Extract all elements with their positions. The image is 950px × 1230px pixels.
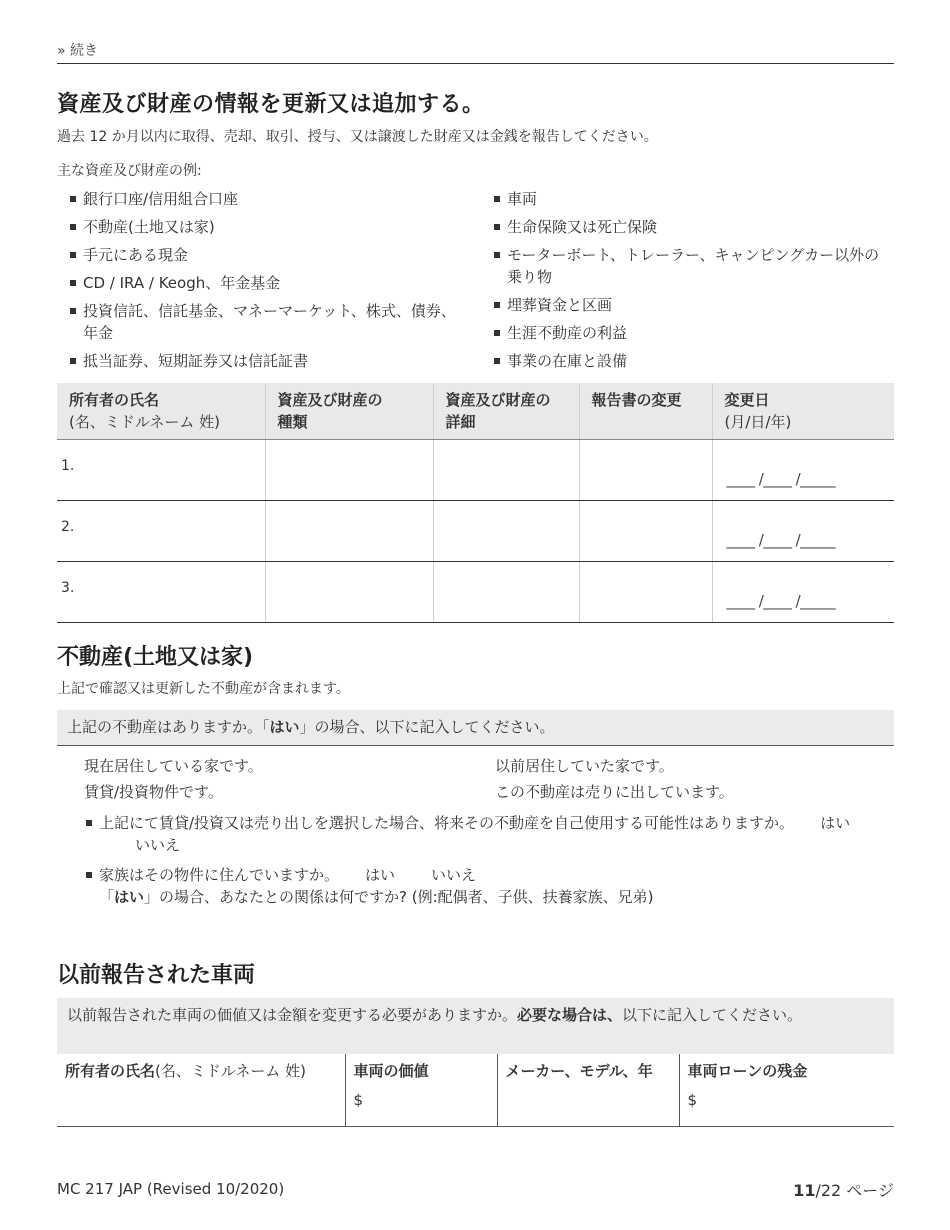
option-former-home[interactable]: 以前居住していた家です。 — [495, 757, 674, 775]
page-number: 11/22 ページ — [793, 1181, 894, 1200]
type-cell[interactable] — [265, 440, 433, 501]
vehicles-table — [57, 1054, 894, 1127]
currency-symbol: $ — [687, 1091, 698, 1109]
detail-cell[interactable] — [433, 440, 579, 501]
change-cell[interactable] — [579, 562, 712, 623]
col-detail-header: 資産及び財産の 詳細 — [433, 383, 579, 440]
table-row — [57, 1054, 894, 1126]
date-blank: ____ /____ /_____ — [726, 531, 836, 549]
yes-option[interactable]: はい — [365, 866, 396, 884]
type-cell[interactable] — [265, 501, 433, 562]
list-item: 生命保険又は死亡保険 — [493, 216, 893, 238]
option-rental-investment[interactable]: 賃貸/投資物件です。 — [84, 783, 223, 801]
vehicles-question-bar: 以前報告された車両の価値又は金額を変更する必要がありますか。必要な場合は、以下に記入してください。 — [57, 998, 894, 1054]
change-cell[interactable] — [579, 501, 712, 562]
top-rule — [57, 63, 894, 64]
detail-cell[interactable] — [433, 501, 579, 562]
realestate-note: 上記で確認又は更新した不動産が含まれます。 — [57, 681, 350, 697]
vehicles-section-title: 以前報告された車両 — [57, 963, 256, 988]
change-cell[interactable] — [579, 440, 712, 501]
owner-cell[interactable]: 2. — [57, 501, 265, 562]
vehicle-value-cell[interactable]: 車両の価値 $ — [345, 1054, 497, 1126]
type-cell[interactable] — [265, 562, 433, 623]
realestate-question-bar: 上記の不動産はありますか。「はい」の場合、以下に記入してください。 — [57, 710, 894, 746]
question-future-use: 上記にて賃貸/投資又は売り出しを選択した場合、将来その不動産を自己使用する可能性はありますか。 はいいいえ — [85, 812, 885, 856]
col-date-header: 変更日 (月/日/年) — [712, 383, 894, 440]
list-item: 手元にある現金 — [69, 244, 469, 266]
assets-section-title: 資産及び財産の情報を更新又は追加する。 — [57, 92, 485, 117]
list-item: 事業の在庫と設備 — [493, 350, 893, 372]
no-option[interactable]: いいえ — [135, 836, 181, 854]
col-owner-header: 所有者の氏名 (名、ミドルネーム 姓) — [57, 383, 265, 440]
table-row — [57, 501, 894, 562]
assets-table — [57, 383, 894, 623]
date-cell[interactable] — [712, 501, 894, 562]
currency-symbol: $ — [353, 1091, 364, 1109]
relationship-question: 「はい」の場合、あなたとの関係は何ですか? (例:配偶者、子供、扶養家族、兄弟) — [99, 888, 654, 906]
owner-cell[interactable]: 1. — [57, 440, 265, 501]
realestate-questions — [85, 812, 885, 916]
date-blank: ____ /____ /_____ — [726, 592, 836, 610]
realestate-section-title: 不動産(土地又は家) — [57, 645, 254, 670]
question-family-lives: 家族はその物件に住んでいますか。 はい いいえ 「はい」の場合、あなたとの関係は何ですか? (例:配偶者、子供、扶養家族、兄弟) — [85, 864, 885, 908]
date-blank: ____ /____ /_____ — [726, 470, 836, 488]
col-change-header: 報告書の変更 — [579, 383, 712, 440]
assets-intro: 過去 12 か月以内に取得、売却、取引、授与、又は譲渡した財産又は金銭を報告してください。 — [57, 129, 658, 145]
no-option[interactable]: いいえ — [431, 866, 477, 884]
vehicle-owner-cell[interactable]: 所有者の氏名(名、ミドルネーム 姓) — [57, 1054, 345, 1126]
table-row — [57, 440, 894, 501]
examples-list-left — [69, 188, 469, 378]
date-cell[interactable] — [712, 440, 894, 501]
list-item: CD / IRA / Keogh、年金基金 — [69, 272, 469, 294]
option-for-sale[interactable]: この不動産は売りに出しています。 — [495, 783, 734, 801]
list-item: 銀行口座/信用組合口座 — [69, 188, 469, 210]
table-row — [57, 562, 894, 623]
list-item: 生涯不動産の利益 — [493, 322, 893, 344]
list-item: 埋葬資金と区画 — [493, 294, 893, 316]
continued-label: » 続き — [57, 43, 99, 59]
owner-cell[interactable]: 3. — [57, 562, 265, 623]
detail-cell[interactable] — [433, 562, 579, 623]
list-item: モーターボート、トレーラー、キャンピングカー以外の乗り物 — [493, 244, 893, 288]
list-item: 不動産(土地又は家) — [69, 216, 469, 238]
examples-list-right — [493, 188, 893, 378]
yes-option[interactable]: はい — [820, 814, 851, 832]
table-header-row — [57, 383, 894, 440]
form-id: MC 217 JAP (Revised 10/2020) — [57, 1180, 285, 1198]
option-current-home[interactable]: 現在居住している家です。 — [84, 757, 263, 775]
list-item: 車両 — [493, 188, 893, 210]
list-item: 抵当証券、短期証券又は信託証書 — [69, 350, 469, 372]
vehicle-make-cell[interactable]: メーカー、モデル、年 — [497, 1054, 679, 1126]
col-type-header: 資産及び財産の 種類 — [265, 383, 433, 440]
date-cell[interactable] — [712, 562, 894, 623]
form-page — [57, 0, 894, 1230]
examples-label: 主な資産及び財産の例: — [57, 163, 202, 179]
vehicle-loan-cell[interactable]: 車両ローンの残金 $ — [679, 1054, 894, 1126]
list-item: 投資信託、信託基金、マネーマーケット、株式、債券、年金 — [69, 300, 469, 344]
